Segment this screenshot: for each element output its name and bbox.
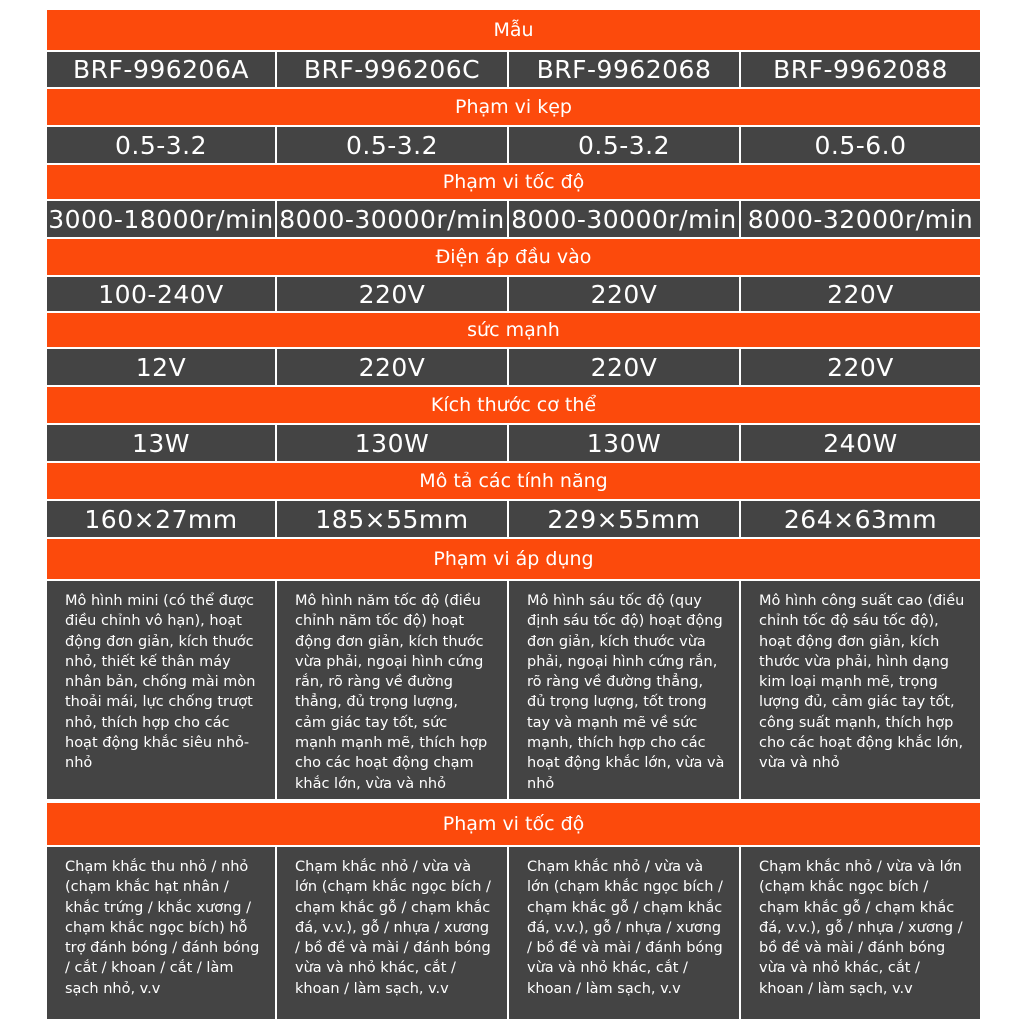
value-cell: 220V <box>509 349 739 385</box>
section-header: Phạm vi áp dụng <box>47 539 980 579</box>
section-header: Mô tả các tính năng <box>47 463 980 499</box>
spec-row <box>47 201 980 237</box>
value-cell: 220V <box>277 349 507 385</box>
value-cell: 220V <box>741 277 980 311</box>
spec-row <box>47 847 980 1019</box>
value-cell: 240W <box>741 425 980 461</box>
value-cell: 100-240V <box>47 277 275 311</box>
value-cell: 220V <box>509 277 739 311</box>
spec-table <box>47 10 980 1021</box>
value-cell: 220V <box>277 277 507 311</box>
spec-row <box>47 581 980 799</box>
value-cell: 130W <box>277 425 507 461</box>
value-cell: BRF-996206C <box>277 52 507 87</box>
section-header: Kích thước cơ thể <box>47 387 980 423</box>
description-cell: Chạm khắc thu nhỏ / nhỏ (chạm khắc hạt nhân / khắc trứng / khắc xương / chạm khắc ngọc bích) hỗ trợ đánh bóng / đánh bóng / cắt / khoan / cắt / làm sạch nhỏ, v.v <box>47 847 275 1019</box>
value-cell: 8000-30000r/min <box>277 201 507 237</box>
description-cell: Mô hình năm tốc độ (điều chỉnh năm tốc độ) hoạt động đơn giản, kích thước vừa phải, ngoại hình cứng rắn, rõ ràng về đường thẳng, đủ trọng lượng, cảm giác tay tốt, sức mạnh mạnh mẽ, thích hợp cho các hoạt động chạm khắc lớn, vừa và nhỏ <box>277 581 507 799</box>
section-header: Mẫu <box>47 10 980 50</box>
spec-row <box>47 349 980 385</box>
value-cell: 13W <box>47 425 275 461</box>
section-header: Điện áp đầu vào <box>47 239 980 275</box>
section-header: sức mạnh <box>47 313 980 347</box>
section-header: Phạm vi tốc độ <box>47 803 980 845</box>
value-cell: 220V <box>741 349 980 385</box>
spec-row <box>47 501 980 537</box>
value-cell: 229×55mm <box>509 501 739 537</box>
description-cell: Chạm khắc nhỏ / vừa và lớn (chạm khắc ngọc bích / chạm khắc gỗ / chạm khắc đá, v.v.), gỗ / nhựa / xương / bồ đề và mài / đánh bóng vừa và nhỏ khác, cắt / khoan / làm sạch, v.v <box>277 847 507 1019</box>
value-cell: 8000-32000r/min <box>741 201 980 237</box>
value-cell: BRF-9962088 <box>741 52 980 87</box>
value-cell: 8000-30000r/min <box>509 201 739 237</box>
value-cell: BRF-9962068 <box>509 52 739 87</box>
value-cell: 12V <box>47 349 275 385</box>
description-cell: Chạm khắc nhỏ / vừa và lớn (chạm khắc ngọc bích / chạm khắc gỗ / chạm khắc đá, v.v.), gỗ / nhựa / xương / bồ đề và mài / đánh bóng vừa và nhỏ khác, cắt / khoan / làm sạch, v.v <box>509 847 739 1019</box>
value-cell: 130W <box>509 425 739 461</box>
spec-row <box>47 425 980 461</box>
description-cell: Mô hình mini (có thể được điều chỉnh vô hạn), hoạt động đơn giản, kích thước nhỏ, thiết kế thân máy nhân bản, chống mài mòn thoải mái, lực chống trượt nhỏ, thích hợp cho các hoạt động khắc siêu nhỏ-nhỏ <box>47 581 275 799</box>
value-cell: 160×27mm <box>47 501 275 537</box>
spec-row <box>47 277 980 311</box>
spec-row <box>47 52 980 87</box>
value-cell: BRF-996206A <box>47 52 275 87</box>
value-cell: 0.5-3.2 <box>47 127 275 163</box>
description-cell: Chạm khắc nhỏ / vừa và lớn (chạm khắc ngọc bích / chạm khắc gỗ / chạm khắc đá, v.v.), gỗ / nhựa / xương / bồ đề và mài / đánh bóng vừa và nhỏ khác, cắt / khoan / làm sạch, v.v <box>741 847 980 1019</box>
description-cell: Mô hình sáu tốc độ (quy định sáu tốc độ) hoạt động đơn giản, kích thước vừa phải, ngoại hình cứng rắn, rõ ràng về đường thẳng, đủ trọng lượng, tốt trong tay và mạnh mẽ về sức mạnh, thích hợp cho các hoạt động khắc lớn, vừa và nhỏ <box>509 581 739 799</box>
section-header: Phạm vi tốc độ <box>47 165 980 199</box>
description-cell: Mô hình công suất cao (điều chỉnh tốc độ sáu tốc độ), hoạt động đơn giản, kích thước vừa phải, hình dạng kim loại mạnh mẽ, trọng lượng đủ, cảm giác tay tốt, công suất mạnh, thích hợp cho các hoạt động khắc lớn, vừa và nhỏ <box>741 581 980 799</box>
value-cell: 0.5-3.2 <box>509 127 739 163</box>
value-cell: 3000-18000r/min <box>47 201 275 237</box>
value-cell: 185×55mm <box>277 501 507 537</box>
spec-row <box>47 127 980 163</box>
value-cell: 0.5-6.0 <box>741 127 980 163</box>
value-cell: 264×63mm <box>741 501 980 537</box>
value-cell: 0.5-3.2 <box>277 127 507 163</box>
section-header: Phạm vi kẹp <box>47 89 980 125</box>
